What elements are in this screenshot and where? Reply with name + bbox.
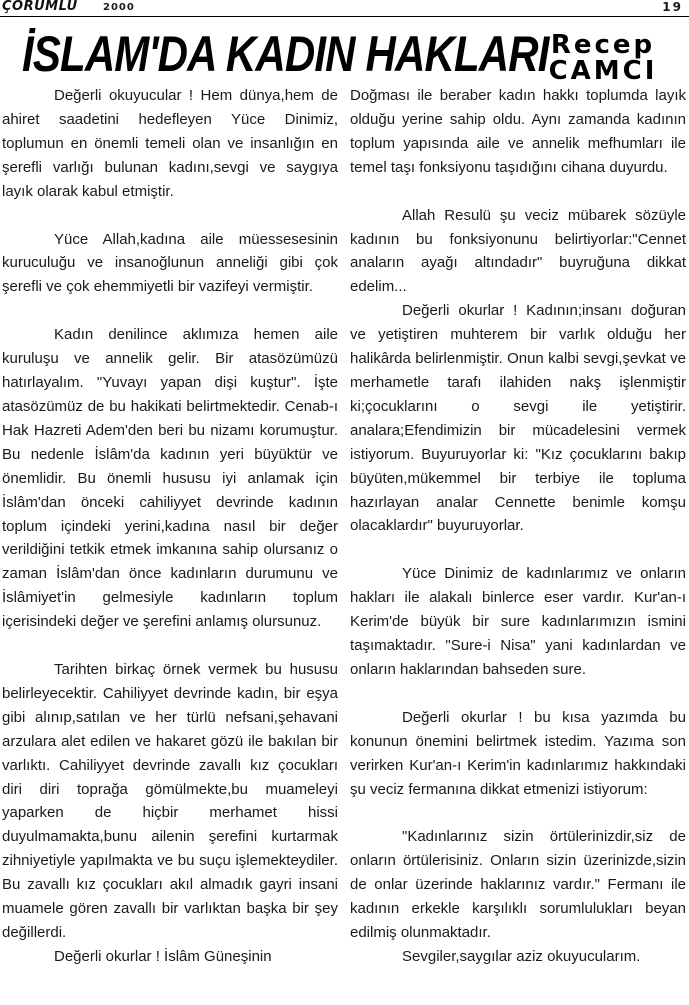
paragraph: Değerli okurlar ! İslâm Güneşinin xyxy=(54,947,272,965)
paragraph: Değerli okurlar ! bu kısa yazımda bu konunun önemini belirtmek istedim. Yazıma son verirken Kur'an-ı Kerim'in kadınlarımız hakkındaki şu veciz fermanına dikkat etmenizi istiyorum: xyxy=(350,708,686,798)
article-title: İSLAM'DA KADIN HAKLARI xyxy=(22,26,549,82)
issue-year: 2000 xyxy=(103,2,135,13)
page-header xyxy=(0,0,689,16)
left-column xyxy=(2,84,338,969)
magazine-name: ÇORUMLU xyxy=(2,0,78,14)
right-column xyxy=(350,84,686,969)
paragraph: Tarihten birkaç örnek vermek bu hususu belirleyecektir. Cahiliyyet devrinde kadın, bir eşya gibi alınıp,satılan ve her türlü nefsani,şehavani arzulara alet edilen ve hakaret gözü ile bakılan bir varlıktı. Cahiliyyet devrinde zavallı kız çocukları diri diri toprağa gömülmekte,bu muameleyi yaparken de hiçbir merhamet hissi duyulmamakta,bunu ailenin şerefini kurtarmak zihniyetiyle yapılmakta ve bu suçu işlemekteydiler. Bu zavallı kız çocukları akıl almadık gayri insani muamele gören zavallı bir varlıktan başka bir şey değillerdi. xyxy=(2,661,338,941)
page-number: 19 xyxy=(662,0,683,14)
author-first-name: Recep xyxy=(550,30,656,60)
header-rule xyxy=(0,16,689,17)
paragraph: Değerli okuyucular ! Hem dünya,hem de ahiret saadetini hedefleyen Yüce Dinimiz, toplumun en önemli temeli olan ve insanlığın en şerefli varlığı bulunan kadını,sevgi ve saygıya layık olarak kabul etmiştir. xyxy=(2,87,338,200)
author-last-name: CAMCI xyxy=(548,56,658,86)
paragraph: Kadın denilince aklımıza hemen aile kuruluşu ve annelik gelir. Bir atasözümüzü hatırlayalım. "Yuvayı yapan dişi kuştur". İşte atasözümüz de bu hakikati belirtmektedir. Cenab-ı Hak Hazreti Adem'den beri bu nizamı korumuştur. Bu nedenle İslâm'da kadının yeri büyüktür ve önemlidir. Bu önemli hususu iyi anlamak için İslâm'dan önceki cahiliyyet devrinde kadının toplum içindeki yerini,kadına nasıl bir değer verildiğini tetkik etmek imkanına sahip olursanız o zaman İslâm'dan önce kadınların durumunu ve İslâmiyet'in gelmesiyle kadınların toplum içerisindeki değer ve şerefini anlamış olursunuz. xyxy=(2,326,338,631)
quote-paragraph: "Kadınlarınız sizin örtülerinizdir,siz de onların örtülerisiniz. Onların sizin üzerinizde,sizin de onlar üzerinde haklarınız vardır." Fermanı ile kadının erkekle karşılıklı sorumlulukları beyan edilmiş olunmaktadır. xyxy=(350,828,686,942)
closing-line: Sevgiler,saygılar aziz okuyucularım. xyxy=(402,948,641,965)
author-name xyxy=(528,32,678,84)
paragraph: Yüce Dinimiz de kadınlarımız ve onların hakları ile alakalı binlerce eser vardır. Kur'an-ı Kerim'de büyük bir sure kadınlarımızın ismini taşımaktadır. "Sure-i Nisa" yani kadınlardan ve onların haklarından bahseden sure. xyxy=(350,565,686,678)
paragraph: Allah Resulü şu veciz mübarek sözüyle kadının bu fonksiyonunu belirtiyorlar:"Cennet anaların ayağı altındadır" buyruğuna dikkat edelim... xyxy=(350,206,686,296)
paragraph: Yüce Allah,kadına aile müessesesinin kuruculuğu ve insanoğlunun anneliği gibi çok şerefli ve çok ehemmiyetli bir vazifeyi vermiştir. xyxy=(2,230,338,296)
paragraph: Doğması ile beraber kadın hakkı toplumda layık olduğu yerine sahip oldu. Aynı zamanda kadının toplum yapısında aile ve annelik mefhumları ile temel taşı fonksiyonu taşıdığını cihana duyurdu. xyxy=(350,87,686,176)
paragraph: Değerli okurlar ! Kadının;insanı doğuran ve yetiştiren muhterem bir varlık olduğu her halikârda belirlenmiştir. Onun kalbi sevgi,şevkat ve merhametle tarafı ilahiden nakş işlenmiştir ki;çocuklarını o sevgi ile yetiştirir. analara;Efendimizin bir mücadelesini vermek istiyorum. Buyuruyorlar ki: "Kız çocuklarını bakıp büyüten,mükemmel bir terbiye ile topluma hazırlayan analar Cennette benimle komşu olacaklardır" buyuruyorlar. xyxy=(350,302,686,535)
